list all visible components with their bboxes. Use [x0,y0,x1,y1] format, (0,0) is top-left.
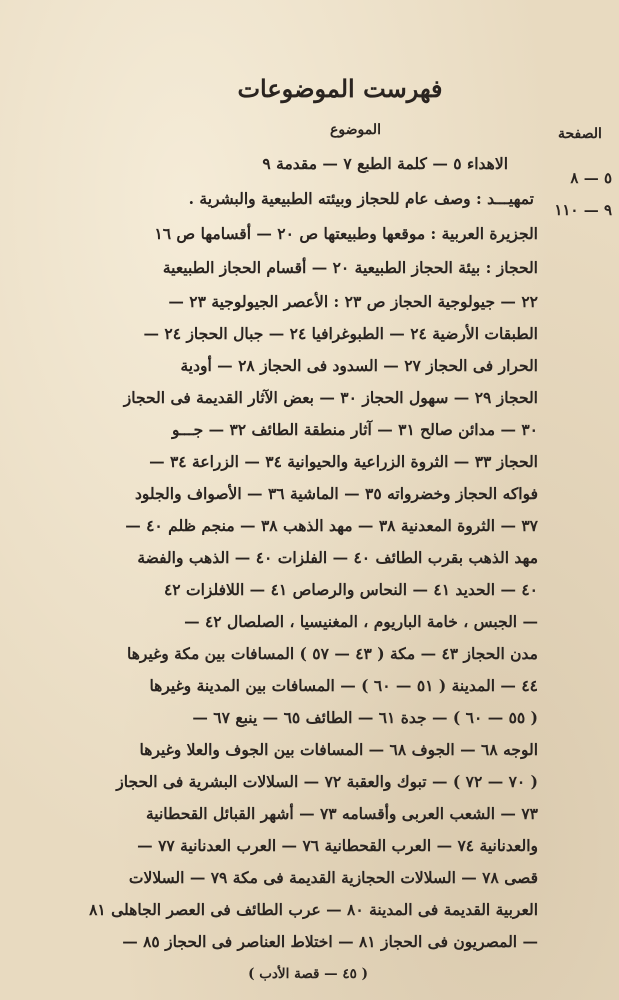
toc-line: تمهيـــد : وصف عام للحجاز وبيئته الطبيعية والبشرية . [188,189,534,208]
toc-line: ( ٥٥ — ٦٠ ) — جدة ٦١ — الطائف ٦٥ — ينبع ٦٧ — [192,708,538,727]
toc-line: الحرار فى الحجاز ٢٧ — السدود فى الحجاز ٢٨ — أودية [180,356,538,375]
page-column-header: الصفحة [558,126,602,142]
toc-line: قصى ٧٨ — السلالات الحجازية القديمة فى مكة ٧٩ — السلالات [128,868,538,887]
toc-line: الوجه ٦٨ — الجوف ٦٨ — المسافات بين الجوف والعلا وغيرها [139,740,538,759]
toc-line: الحجاز ٣٣ — الثروة الزراعية والحيوانية ٣٤ — الزراعة ٣٤ — [149,452,538,471]
toc-line: مهد الذهب بقرب الطائف ٤٠ — الفلزات ٤٠ — الذهب والفضة [137,548,538,567]
toc-line: ٣٠ — مدائن صالح ٣١ — آثار منطقة الطائف ٣٢ — جـــو [171,420,538,439]
toc-line: ( ٤٥ — قصة الأدب ) [248,966,368,982]
toc-line: ٤٤ — المدينة ( ٥١ — ٦٠ ) — المسافات بين المدينة وغيرها [149,676,538,695]
toc-line: ٤٠ — الحديد ٤١ — النحاس والرصاص ٤١ — اللافلزات ٤٢ [163,580,538,599]
page-range: ٩ — ١١٠ [554,201,612,219]
topic-column-header: الموضوع [330,122,381,138]
page-title: فهرست الموضوعات [237,74,443,103]
toc-line: مدن الحجاز ٤٣ — مكة ( ٤٣ — ٥٧ ) المسافات بين مكة وغيرها [127,644,538,663]
toc-line: فواكه الحجاز وخضرواته ٣٥ — الماشية ٣٦ — الأصواف والجلود [135,484,538,503]
toc-line: ٧٣ — الشعب العربى وأقسامه ٧٣ — أشهر القبائل القحطانية [145,804,538,823]
page-range: ٥ — ٨ [570,169,612,187]
toc-line: والعدنانية ٧٤ — العرب القحطانية ٧٦ — العرب العدنانية ٧٧ — [137,836,538,855]
toc-line: ٢٢ — جيولوجية الحجاز ص ٢٣ : الأعصر الجيولوجية ٢٣ — [168,292,538,311]
toc-line: — المصريون فى الحجاز ٨١ — اختلاط العناصر فى الحجاز ٨٥ — [122,932,538,951]
toc-line: الاهداء ٥ — كلمة الطبع ٧ — مقدمة ٩ [262,154,508,173]
toc-line: الحجاز : بيئة الحجاز الطبيعية ٢٠ — أقسام الحجاز الطبيعية [162,258,538,277]
toc-line: الطبقات الأرضية ٢٤ — الطبوغرافيا ٢٤ — جبال الحجاز ٢٤ — [143,324,538,343]
toc-line: — الجبس ، خامة الباريوم ، المغنيسيا ، الصلصال ٤٢ — [184,612,538,631]
toc-line: العربية القديمة فى المدينة ٨٠ — عرب الطائف فى العصر الجاهلى ٨١ [89,900,538,919]
page-range-column [532,162,612,226]
toc-line: ( ٧٠ — ٧٢ ) — تبوك والعقبة ٧٢ — السلالات البشرية فى الحجاز [116,772,538,791]
toc-line: الجزيرة العربية : موقعها وطبيعتها ص ٢٠ — أقسامها ص ١٦ [154,224,538,243]
toc-line: ٣٧ — الثروة المعدنية ٣٨ — مهد الذهب ٣٨ — منجم ظلم ٤٠ — [125,516,538,535]
toc-line: الحجاز ٢٩ — سهول الحجاز ٣٠ — بعض الآثار القديمة فى الحجاز [123,388,538,407]
